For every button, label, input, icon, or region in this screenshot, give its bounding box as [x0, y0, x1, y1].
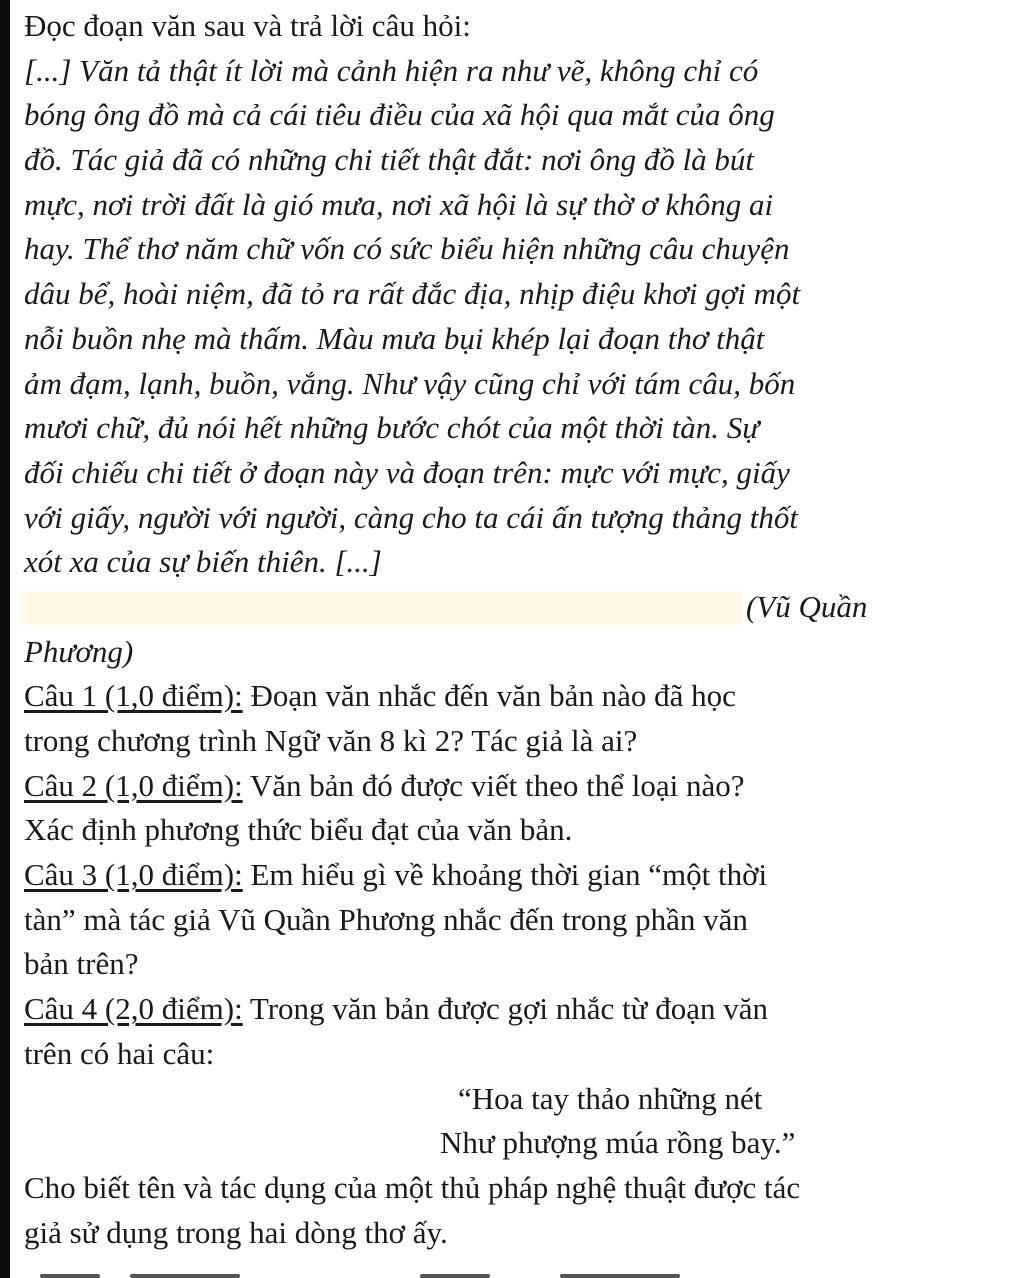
author-name-part1: (Vũ Quần	[746, 588, 868, 624]
passage-line: với giấy, người với người, càng cho ta cái ấn tượng thảng thốt	[24, 499, 799, 535]
poem-line-2: Như phượng múa rồng bay.”	[440, 1125, 796, 1161]
passage-line: đồ. Tác giả đã có những chi tiết thật đắt: nơi ông đồ là bút	[24, 142, 755, 178]
author-attribution	[24, 585, 1009, 630]
instruction-text: Đọc đoạn văn sau và trả lời câu hỏi:	[24, 8, 471, 43]
question-4-text: Trong văn bản được gợi nhắc từ đoạn văn	[242, 991, 768, 1027]
question-4	[24, 987, 1009, 1076]
passage-line: mươi chữ, đủ nói hết những bước chót của một thời tàn. Sự	[24, 410, 760, 446]
question-4-line: trên có hai câu:	[24, 1035, 215, 1071]
passage-line: bóng ông đồ mà cả cái tiêu điều của xã hội qua mắt của ông	[24, 97, 775, 133]
question-3-line: tàn” mà tác giả Vũ Quần Phương nhắc đến trong phần văn	[24, 901, 748, 937]
passage-line: đối chiếu chi tiết ở đoạn này và đoạn trên: mực với mực, giấy	[24, 454, 790, 490]
question-1-text: Đoạn văn nhắc đến văn bản nào đã học	[242, 678, 736, 714]
question-1-line: trong chương trình Ngữ văn 8 kì 2? Tác giả là ai?	[24, 723, 638, 758]
highlight-bar	[20, 591, 742, 625]
poem-quote	[24, 1077, 1009, 1166]
document-page	[24, 4, 1009, 1255]
poem-line-1: “Hoa tay thảo những nét	[458, 1080, 763, 1116]
author-name-part2: Phương)	[24, 633, 134, 669]
passage-line: hay. Thể thơ năm chữ vốn có sức biểu hiện những câu chuyện	[24, 231, 790, 267]
closing-line: Cho biết tên và tác dụng của một thủ pháp nghệ thuật được tác	[24, 1169, 801, 1205]
cut-off-next-line	[0, 1272, 1024, 1278]
question-4-label: Câu 4 (2,0 điểm):	[24, 991, 243, 1027]
question-1-label: Câu 1 (1,0 điểm):	[24, 678, 243, 714]
passage-line: ảm đạm, lạnh, buồn, vắng. Như vậy cũng chỉ với tám câu, bốn	[24, 365, 796, 401]
question-3	[24, 853, 1009, 987]
passage-line: dâu bể, hoài niệm, đã tỏ ra rất đắc địa, nhịp điệu khơi gợi một	[24, 276, 801, 312]
closing-question	[24, 1166, 1009, 1255]
question-1	[24, 674, 1009, 763]
passage-line: nỗi buồn nhẹ mà thấm. Màu mưa bụi khép lại đoạn thơ thật	[24, 320, 765, 356]
page-left-border	[0, 0, 10, 1278]
closing-line: giả sử dụng trong hai dòng thơ ấy.	[24, 1214, 448, 1250]
question-3-text: Em hiểu gì về khoảng thời gian “một thời	[242, 857, 768, 893]
question-2	[24, 764, 1009, 853]
question-2-text: Văn bản đó được viết theo thể loại nào?	[242, 767, 745, 803]
passage-line: xót xa của sự biến thiên. [...]	[24, 544, 382, 580]
question-2-line: Xác định phương thức biểu đạt của văn bản.	[24, 812, 573, 848]
passage	[24, 49, 1009, 585]
question-3-line: bản trên?	[24, 946, 139, 982]
passage-line: mực, nơi trời đất là gió mưa, nơi xã hội là sự thờ ơ không ai	[24, 186, 774, 222]
question-3-label: Câu 3 (1,0 điểm):	[24, 857, 243, 893]
passage-line: [...] Văn tả thật ít lời mà cảnh hiện ra như vẽ, không chỉ có	[24, 52, 759, 88]
question-2-label: Câu 2 (1,0 điểm):	[24, 767, 243, 803]
